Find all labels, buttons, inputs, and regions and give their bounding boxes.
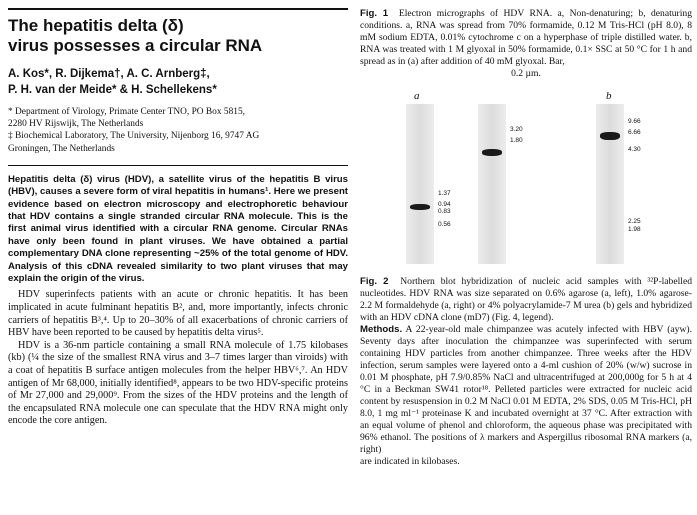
marker-label: 0.56 (438, 221, 451, 228)
body-paragraph-1: HDV superinfects patients with an acute or chronic hepatitis. It has been implicated in acute fulminant hepatitis B², and, more importantly, infects chronic carriers of hepatitis B³,⁴. Up to 20–30% of all exacerbations of chronic carriers of HBV have been reported to be caused by hepatitis delta virus⁵. (8, 289, 348, 339)
marker-label: 9.66 (628, 118, 641, 125)
top-rule (8, 8, 348, 10)
blot-band (600, 132, 620, 140)
left-column (8, 8, 348, 428)
author-list (8, 66, 348, 98)
right-column (360, 0, 692, 468)
figure-2-text: Northern blot hybridization of nucleic acid samples with ³²P-labelled nucleotides. HDV RNA was size separated on 0.6% agarose (a, left), 1.0% agarose-2.2 M formaldehyde (a, right) or 4% polyacrylamide-7 M urea (b) gels and hybridized with an HDV cDNA clone (mD7) (Fig. 4, legend). (360, 276, 693, 323)
figure-1-label: Fig. 1 (360, 8, 389, 19)
blot-band (410, 204, 430, 210)
gel-lane-a-left (406, 104, 434, 264)
methods-text: A 22-year-old male chimpanzee was acutely infected with HBV (ayw). Seventy days after inoculation the chimpanzee was superinfected with serum containing HDV particles from another chimpanzee. Three weeks after the HDV infection, serum samples were layered onto a 4-ml cushion of 20% (w/w) sucrose in 0.01 M phosphate, pH 7.9/0.85% NaCl and ultracentrifuged at 200,000g for 5 h at 4 °C in a Beckman SW41 rotor¹⁸. Pelleted particles were extracted for nucleic acid content by resuspension in 0.2 M NaCl 0.01 M EDTA, 2% SDS, 0.05 M Tris-HCl, pH 8.0, 1 mg ml⁻¹ proteinase K and incubated overnight at 37 °C. After extraction with an equal volume of phenol and chloroform, the aqueous phase was precipitated with 96% ethanol. The positions of λ markers and Aspergillus ribosomal RNA markers (a, right) (360, 324, 693, 455)
article-title (8, 16, 348, 56)
figure-2-label: Fig. 2 (360, 276, 389, 287)
marker-label: 0.94 (438, 201, 451, 208)
figure-1-text: Electron micrographs of HDV RNA. a, Non-denaturing; b, denaturing conditions. a, RNA was spread from 70% formamide, 0.12 M Tris-HCl (pH 8.0), 8 mM sodium EDTA, 0.01% cytochrome c on a hyperphase of triple distilled water. b, RNA was treated with 1 M glyoxal in 50% formamide, 0.1× SSC at 50 °C for 1 h and spread as in (a) after addition of 40 mM glyoxal. Bar, (360, 8, 693, 67)
figure-1-caption (360, 0, 692, 80)
affiliation-line: * Department of Virology, Primate Center TNO, PO Box 5815, (8, 107, 245, 117)
methods-label: Methods. (360, 324, 403, 335)
affiliation-line: Groningen, The Netherlands (8, 143, 115, 154)
body-paragraph-2: HDV is a 36-nm particle containing a small RNA molecule of 1.75 kilobases (kb) (¼ the size of the smallest RNA virus and 3–7 times larger than viroids) with a coat of hepatitis B surface antigen molecules from the helper HBV⁶,⁷. An HDV antigen of Mr 68,000, initially identified⁸, appears to be two HDV-specific proteins of Mr 27,000 and 29,000⁹. From the sizes of the HDV proteins and the length of the encapsulated RNA molecule one can speculate that the HDV RNA might only encode the core antigen. (8, 339, 348, 427)
marker-label: 1.80 (510, 137, 523, 144)
marker-label: 0.83 (438, 208, 451, 215)
affiliation-line: ‡ Biochemical Laboratory, The University, Nijenborg 16, 9747 AG (8, 131, 260, 142)
marker-label: 3.20 (510, 126, 523, 133)
authors-line-1: A. Kos*, R. Dijkema†, A. C. Arnberg‡, (8, 68, 210, 80)
marker-label: 1.37 (438, 190, 451, 197)
gel-lane-b (596, 104, 624, 264)
figure-1-bar: 0.2 µm. (511, 68, 541, 79)
authors-line-2: P. H. van der Meide* & H. Schellekens* (8, 84, 217, 96)
abstract: Hepatitis delta (δ) virus (HDV), a satellite virus of the hepatitis B virus (HBV), causes a severe form of viral hepatitis in humans¹. Here we present evidence based on electron microscopy and electrophoretic behaviour that HDV contains a single stranded circular RNA molecule. This is the first animal virus identified with a circular RNA genome. Circular RNAs have only been found in plant viruses. We have obtained a partial complementary DNA clone representing ~25% of the total genome of HDV. Analysis of this cDNA revealed similarity to two plant viruses that may explain the origin of the virus. (8, 173, 348, 285)
lane-b-label: b (606, 90, 612, 102)
gel-lane-a-right (478, 104, 506, 264)
northern-blot-image (360, 90, 692, 268)
marker-label: 6.66 (628, 129, 641, 136)
affiliations (8, 106, 348, 155)
blot-band (482, 149, 502, 156)
figure-2-caption (360, 276, 692, 468)
lane-a-label: a (414, 90, 420, 102)
methods-tail: are indicated in kilobases. (360, 456, 460, 467)
section-rule (8, 165, 348, 166)
marker-label: 2.25 (628, 218, 641, 225)
marker-label: 1.98 (628, 226, 641, 233)
title-line-2: virus possesses a circular RNA (8, 36, 263, 55)
affiliation-line: 2280 HV Rijswijk, The Netherlands (8, 119, 144, 130)
title-line-1: The hepatitis delta (δ) (8, 16, 184, 35)
marker-label: 4.30 (628, 146, 641, 153)
